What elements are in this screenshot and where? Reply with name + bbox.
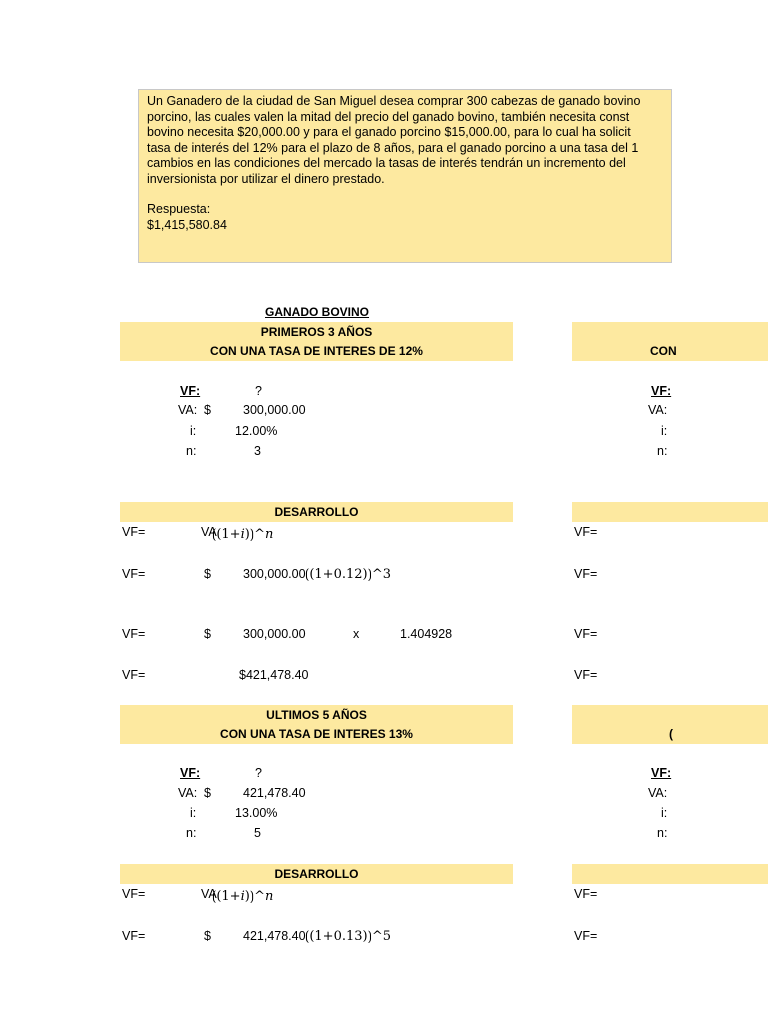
formula-expression: ⟮(1+𝑖)⟯^𝑛: [212, 527, 274, 542]
right-header-partial: CON: [650, 344, 677, 358]
va-currency: $: [204, 403, 211, 417]
period2-header: [120, 705, 513, 744]
formula-va: VA: [201, 887, 217, 901]
right-va-label: VA:: [648, 786, 668, 800]
n-label: n:: [186, 444, 197, 458]
formula-expression: ⟮(1+𝑖)⟯^𝑛: [212, 889, 274, 904]
period1-header: [120, 322, 513, 361]
problem-statement-box: [138, 89, 672, 263]
vf-value: ?: [255, 384, 262, 398]
formula-va: VA: [201, 525, 217, 539]
vf-value: ?: [255, 766, 262, 780]
development-header-label: DESARROLLO: [274, 505, 359, 519]
i-label: i:: [190, 424, 197, 438]
va-label: VA:: [178, 403, 198, 417]
right-n-label: n:: [657, 826, 668, 840]
problem-line: Un Ganadero de la ciudad de San Miguel desea comprar 300 cabezas de ganado bovino: [147, 94, 641, 108]
right-n-label: n:: [657, 444, 668, 458]
multiply-sign: x: [353, 627, 360, 641]
vf-eq-label: VF=: [122, 929, 146, 943]
vf-eq-label: VF=: [122, 525, 146, 539]
period1-header-line1: PRIMEROS 3 AÑOS: [260, 325, 373, 339]
vf-label: VF:: [180, 384, 201, 398]
va-value: 300,000.00: [243, 403, 306, 417]
problem-line: inversionista por utilizar el dinero prestado.: [147, 171, 385, 186]
row-currency: $: [204, 567, 211, 581]
right-vf-label: VF:: [651, 384, 672, 398]
row-value: 421,478.40: [243, 929, 306, 943]
problem-line: tasa de interés del 12% para el plazo de 8 años, para el ganado porcino a una tasa del 1: [147, 140, 639, 155]
right-i-label: i:: [661, 424, 668, 438]
va-label: VA:: [178, 786, 198, 800]
section-title-bovino: GANADO BOVINO: [265, 305, 370, 319]
problem-line: porcino, las cuales valen la mitad del precio del ganado bovino, también necesita const: [147, 109, 630, 124]
right-vf-eq: VF=: [574, 627, 598, 641]
right-vf-eq: VF=: [574, 929, 598, 943]
right-vf-label: VF:: [651, 766, 672, 780]
row-value: 300,000.00: [243, 567, 306, 581]
right-period1-header: [572, 322, 768, 361]
result-value: $421,478.40: [239, 668, 309, 682]
period1-header-line2: CON UNA TASA DE INTERES DE 12%: [210, 344, 423, 358]
i-value: 13.00%: [235, 806, 278, 820]
formula-substituted: ⟮(1+0.12)⟯^3: [305, 567, 392, 582]
right-development-header-1: [572, 502, 768, 522]
right-va-label: VA:: [648, 403, 668, 417]
row-currency: $: [204, 627, 211, 641]
vf-eq-label: VF=: [122, 668, 146, 682]
i-label: i:: [190, 806, 197, 820]
va-currency: $: [204, 786, 211, 800]
development-header-label: DESARROLLO: [274, 867, 359, 881]
development-header-2: [120, 864, 513, 884]
row-value: 300,000.00: [243, 627, 306, 641]
vf-label: VF:: [180, 766, 201, 780]
right-vf-eq: VF=: [574, 567, 598, 581]
n-label: n:: [186, 826, 197, 840]
n-value: 5: [254, 826, 261, 840]
right-development-header-2: [572, 864, 768, 884]
development-header-1: [120, 502, 513, 522]
period2-header-line2: CON UNA TASA DE INTERES 13%: [220, 727, 413, 741]
va-value: 421,478.40: [243, 786, 306, 800]
row-currency: $: [204, 929, 211, 943]
period2-header-line1: ULTIMOS 5 AÑOS: [266, 708, 367, 722]
right-period2-header: [572, 705, 768, 744]
answer-value: $1,415,580.84: [147, 217, 227, 232]
right-vf-eq: VF=: [574, 887, 598, 901]
vf-eq-label: VF=: [122, 567, 146, 581]
i-value: 12.00%: [235, 424, 278, 438]
right-vf-eq: VF=: [574, 525, 598, 539]
n-value: 3: [254, 444, 261, 458]
problem-line: cambios en las condiciones del mercado la tasas de interés tendrán un incremento del: [147, 156, 626, 170]
vf-eq-label: VF=: [122, 887, 146, 901]
right-header-partial: (: [669, 727, 673, 741]
right-i-label: i:: [661, 806, 668, 820]
growth-factor: 1.404928: [400, 627, 453, 641]
problem-line: bovino necesita $20,000.00 y para el ganado porcino $15,000.00, para lo cual ha solicit: [147, 125, 631, 139]
formula-substituted: ⟮(1+0.13)⟯^5: [305, 929, 392, 944]
right-vf-eq: VF=: [574, 668, 598, 682]
answer-label: Respuesta:: [147, 202, 211, 216]
vf-eq-label: VF=: [122, 627, 146, 641]
